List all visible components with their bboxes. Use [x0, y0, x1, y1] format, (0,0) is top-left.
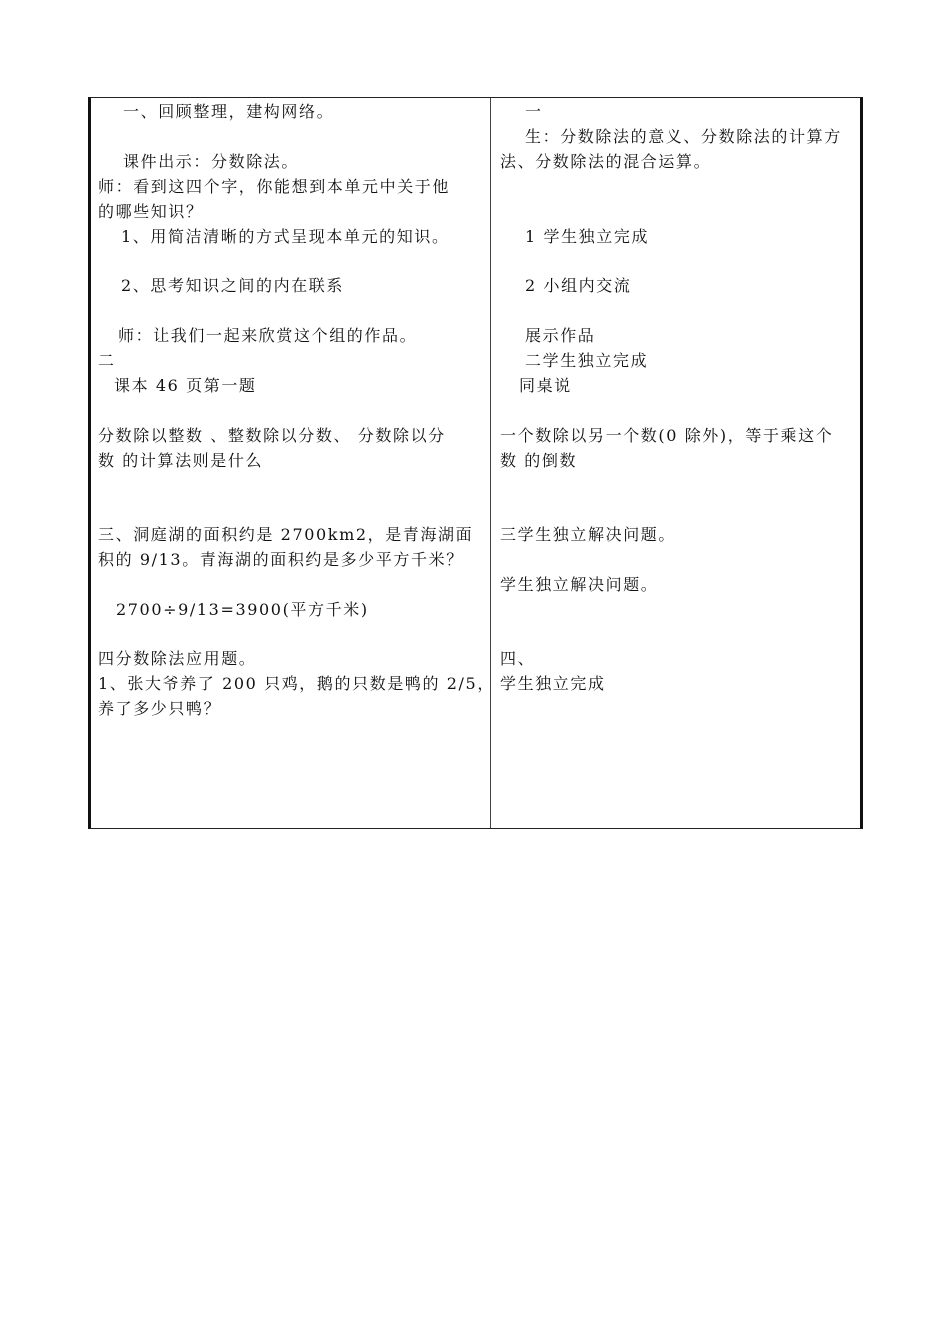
right-line-section-three: 三学生独立解决问题。	[500, 525, 677, 544]
left-line-section-two: 二	[98, 351, 116, 370]
left-line-textbook: 课本 46 页第一题	[114, 376, 257, 395]
right-line-student-answer: 生：分数除法的意义、分数除法的计算方	[525, 127, 842, 146]
left-line-chicken-problem-cont: 养了多少只鸭？	[98, 699, 222, 718]
left-line-review-heading: 一、回顾整理，建构网络。	[123, 102, 335, 121]
right-line-student-answer-cont: 法、分数除法的混合运算。	[500, 152, 712, 171]
right-line-section-four: 四、	[500, 649, 536, 668]
right-line-solve: 学生独立解决问题。	[500, 575, 659, 594]
left-line-teacher-showcase: 师：让我们一起来欣赏这个组的作品。	[118, 326, 418, 345]
left-line-chicken-problem: 1、张大爷养了 200 只鸡，鹅的只数是鸭的 2/5，	[98, 674, 495, 693]
left-line-task-1: 1、用简洁清晰的方式呈现本单元的知识。	[121, 227, 450, 246]
left-line-rule-question-cont: 数 的计算法则是什么	[98, 451, 264, 470]
right-line-rule-answer: 一个数除以另一个数(0 除外)，等于乘这个	[500, 426, 834, 445]
left-line-question-cont: 的哪些知识？	[98, 202, 204, 221]
left-line-lake-problem: 三、洞庭湖的面积约是 2700km2，是青海湖面	[98, 525, 474, 544]
column-divider	[490, 98, 491, 828]
left-line-teacher-question: 师：看到这四个字，你能想到本单元中关于他	[98, 177, 451, 196]
left-line-lake-solution: 2700÷9/13=3900(平方千米)	[116, 600, 369, 619]
left-line-task-2: 2、思考知识之间的内在联系	[121, 276, 344, 295]
right-line-section-one: 一	[525, 102, 543, 121]
left-line-rule-question: 分数除以整数 、整数除以分数、 分数除以分	[98, 426, 446, 445]
right-line-show-work: 展示作品	[525, 326, 596, 345]
right-line-independent-four: 学生独立完成	[500, 674, 606, 693]
lesson-plan-table	[88, 97, 863, 829]
right-line-deskmate: 同桌说	[519, 376, 572, 395]
right-line-independent: 1 学生独立完成	[525, 227, 650, 246]
left-line-courseware: 课件出示：分数除法。	[123, 152, 300, 171]
left-line-lake-problem-cont: 积的 9/13。青海湖的面积约是多少平方千米？	[98, 550, 464, 569]
right-line-rule-answer-cont: 数 的倒数	[500, 451, 578, 470]
left-line-section-four: 四分数除法应用题。	[98, 649, 257, 668]
right-line-group-share: 2 小组内交流	[525, 276, 632, 295]
right-line-section-two: 二学生独立完成	[525, 351, 649, 370]
